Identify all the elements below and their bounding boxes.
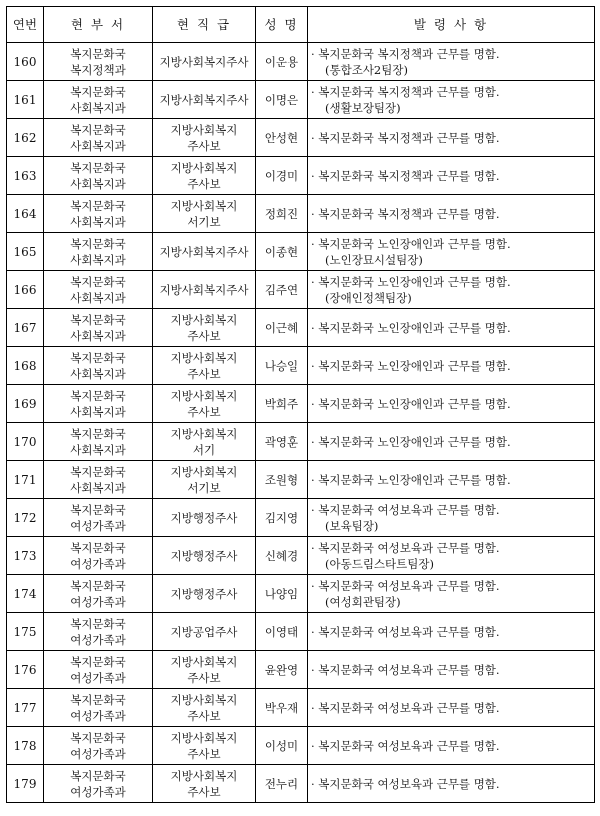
rank-line: 지방사회복지주사 [159,282,249,297]
row-number: 171 [7,461,44,499]
row-number: 160 [7,43,44,81]
appointment-line: · 복지문화국 여성보육과 근무를 명함. [311,578,500,593]
header-current-department: 현 부 서 [44,7,153,43]
department-line: 여성가족과 [70,670,126,685]
row-number: 164 [7,195,44,233]
person-name: 이영태 [256,613,308,651]
appointment-order [308,119,595,157]
row-number: 168 [7,347,44,385]
current-rank [153,43,256,81]
person-name: 이운용 [256,43,308,81]
department-line: 복지문화국 [70,578,126,593]
appointment-order [308,499,595,537]
header-appointment: 발 령 사 항 [308,7,595,43]
rank-line: 지방사회복지 [170,160,238,175]
person-name: 이근혜 [256,309,308,347]
table-row [7,727,595,765]
department-line: 사회복지과 [70,138,126,153]
department-line: 사회복지과 [70,214,126,229]
row-number: 161 [7,81,44,119]
rank-line: 주사보 [187,670,221,685]
department-line: 여성가족과 [70,518,126,533]
department-line: 복지문화국 [70,692,126,707]
appointment-line: · 복지문화국 노인장애인과 근무를 명함. [311,434,511,449]
row-number: 175 [7,613,44,651]
person-name: 윤완영 [256,651,308,689]
rank-line: 주사보 [187,404,221,419]
team-assignment: (통합조사2팀장) [325,62,408,77]
header-name: 성 명 [256,7,308,43]
appointment-order [308,81,595,119]
current-department [44,613,153,651]
current-department [44,385,153,423]
department-line: 사회복지과 [70,366,126,381]
department-line: 사회복지과 [70,480,126,495]
appointment-order [308,271,595,309]
current-department [44,727,153,765]
department-line: 여성가족과 [70,784,126,799]
rank-line: 주사보 [187,784,221,799]
appointment-line: · 복지문화국 노인장애인과 근무를 명함. [311,320,511,335]
table-row [7,385,595,423]
appointment-line: · 복지문화국 복지정책과 근무를 명함. [311,46,500,61]
rank-line: 지방사회복지 [170,464,238,479]
person-name: 나승일 [256,347,308,385]
current-department [44,43,153,81]
rank-line: 지방공업주사 [170,624,238,639]
rank-line: 지방사회복지주사 [159,244,249,259]
appointment-order [308,309,595,347]
department-line: 사회복지과 [70,290,126,305]
current-department [44,461,153,499]
appointment-order [308,689,595,727]
person-name: 곽영훈 [256,423,308,461]
person-name: 정희진 [256,195,308,233]
appointment-order [308,537,595,575]
appointment-order [308,423,595,461]
rank-line: 주사보 [187,176,221,191]
person-name: 박희주 [256,385,308,423]
department-line: 사회복지과 [70,176,126,191]
rank-line: 지방사회복지 [170,426,238,441]
person-name: 전누리 [256,765,308,803]
person-name: 이경미 [256,157,308,195]
rank-line: 지방행정주사 [170,510,238,525]
appointment-order [308,765,595,803]
department-line: 복지문화국 [70,46,126,61]
current-department [44,499,153,537]
appointment-line: · 복지문화국 노인장애인과 근무를 명함. [311,274,511,289]
person-name: 조원형 [256,461,308,499]
rank-line: 지방사회복지주사 [159,54,249,69]
appointment-line: · 복지문화국 여성보육과 근무를 명함. [311,624,500,639]
current-department [44,651,153,689]
current-rank [153,233,256,271]
department-line: 복지문화국 [70,464,126,479]
rank-line: 주사보 [187,138,221,153]
rank-line: 주사보 [187,708,221,723]
table-row [7,765,595,803]
appointment-order [308,461,595,499]
row-number: 173 [7,537,44,575]
department-line: 복지문화국 [70,654,126,669]
current-rank [153,575,256,613]
current-rank [153,347,256,385]
team-assignment: (생활보장팀장) [325,100,401,115]
current-rank [153,651,256,689]
current-rank [153,423,256,461]
appointment-order [308,727,595,765]
rank-line: 주사보 [187,746,221,761]
rank-line: 서기보 [187,480,221,495]
department-line: 복지문화국 [70,730,126,745]
current-rank [153,689,256,727]
team-assignment: (장애인정책팀장) [325,290,412,305]
team-assignment: (아동드림스타트팀장) [325,556,434,571]
person-name: 안성현 [256,119,308,157]
current-department [44,347,153,385]
table-row [7,271,595,309]
current-rank [153,309,256,347]
row-number: 174 [7,575,44,613]
current-rank [153,499,256,537]
row-number: 169 [7,385,44,423]
row-number: 178 [7,727,44,765]
current-rank [153,537,256,575]
rank-line: 서기보 [187,214,221,229]
row-number: 179 [7,765,44,803]
current-department [44,575,153,613]
team-assignment: (여성회관팀장) [325,594,401,609]
appointment-line: · 복지문화국 여성보육과 근무를 명함. [311,662,500,677]
department-line: 복지문화국 [70,160,126,175]
table-row [7,461,595,499]
department-line: 여성가족과 [70,708,126,723]
person-name: 이종현 [256,233,308,271]
current-rank [153,81,256,119]
department-line: 여성가족과 [70,746,126,761]
department-line: 복지문화국 [70,312,126,327]
table-row [7,689,595,727]
department-line: 사회복지과 [70,442,126,457]
appointment-order [308,43,595,81]
rank-line: 지방사회복지 [170,312,238,327]
appointment-line: · 복지문화국 복지정책과 근무를 명함. [311,206,500,221]
rank-line: 지방사회복지 [170,654,238,669]
department-line: 복지정책과 [70,62,126,77]
header-number: 연번 [7,7,44,43]
rank-line: 주사보 [187,328,221,343]
row-number: 167 [7,309,44,347]
table-row [7,423,595,461]
current-department [44,271,153,309]
department-line: 복지문화국 [70,350,126,365]
rank-line: 서기 [192,442,216,457]
rank-line: 지방행정주사 [170,586,238,601]
current-rank [153,271,256,309]
table-row [7,233,595,271]
appointment-order [308,651,595,689]
department-line: 사회복지과 [70,100,126,115]
person-name: 이명은 [256,81,308,119]
row-number: 176 [7,651,44,689]
rank-line: 지방행정주사 [170,548,238,563]
team-assignment: (보육팀장) [325,518,379,533]
row-number: 172 [7,499,44,537]
appointment-line: · 복지문화국 노인장애인과 근무를 명함. [311,236,511,251]
appointment-line: · 복지문화국 노인장애인과 근무를 명함. [311,472,511,487]
department-line: 복지문화국 [70,84,126,99]
table-row [7,119,595,157]
appointment-order [308,613,595,651]
person-name: 신혜경 [256,537,308,575]
rank-line: 지방사회복지 [170,730,238,745]
department-line: 복지문화국 [70,274,126,289]
personnel-order-table [6,6,595,803]
rank-line: 주사보 [187,366,221,381]
current-department [44,195,153,233]
current-department [44,309,153,347]
current-rank [153,157,256,195]
appointment-line: · 복지문화국 여성보육과 근무를 명함. [311,540,500,555]
current-department [44,233,153,271]
table-row [7,499,595,537]
department-line: 복지문화국 [70,540,126,555]
department-line: 복지문화국 [70,616,126,631]
appointment-line: · 복지문화국 노인장애인과 근무를 명함. [311,396,511,411]
current-department [44,157,153,195]
person-name: 나양임 [256,575,308,613]
rank-line: 지방사회복지 [170,692,238,707]
person-name: 김주연 [256,271,308,309]
table-row [7,195,595,233]
department-line: 여성가족과 [70,594,126,609]
appointment-line: · 복지문화국 여성보육과 근무를 명함. [311,738,500,753]
department-line: 복지문화국 [70,122,126,137]
department-line: 사회복지과 [70,252,126,267]
current-department [44,689,153,727]
person-name: 이성미 [256,727,308,765]
appointment-line: · 복지문화국 복지정책과 근무를 명함. [311,130,500,145]
appointment-line: · 복지문화국 노인장애인과 근무를 명함. [311,358,511,373]
department-line: 복지문화국 [70,198,126,213]
table-row [7,309,595,347]
table-row [7,347,595,385]
appointment-line: · 복지문화국 여성보육과 근무를 명함. [311,776,500,791]
header-row [7,7,595,43]
current-rank [153,765,256,803]
current-department [44,537,153,575]
rank-line: 지방사회복지 [170,388,238,403]
appointment-order [308,385,595,423]
current-department [44,81,153,119]
department-line: 복지문화국 [70,426,126,441]
current-department [44,765,153,803]
person-name: 박우재 [256,689,308,727]
appointment-order [308,233,595,271]
department-line: 여성가족과 [70,556,126,571]
rank-line: 지방사회복지 [170,768,238,783]
rank-line: 지방사회복지 [170,198,238,213]
current-rank [153,195,256,233]
current-rank [153,119,256,157]
table-row [7,81,595,119]
appointment-order [308,157,595,195]
appointment-line: · 복지문화국 복지정책과 근무를 명함. [311,84,500,99]
department-line: 복지문화국 [70,502,126,517]
row-number: 166 [7,271,44,309]
row-number: 170 [7,423,44,461]
appointment-line: · 복지문화국 여성보육과 근무를 명함. [311,700,500,715]
person-name: 김지영 [256,499,308,537]
row-number: 177 [7,689,44,727]
current-rank [153,613,256,651]
department-line: 복지문화국 [70,236,126,251]
header-current-rank: 현 직 급 [153,7,256,43]
table-row [7,651,595,689]
current-department [44,119,153,157]
table-row [7,537,595,575]
department-line: 복지문화국 [70,768,126,783]
department-line: 여성가족과 [70,632,126,647]
rank-line: 지방사회복지 [170,122,238,137]
table-row [7,613,595,651]
appointment-order [308,347,595,385]
table-row [7,575,595,613]
appointment-line: · 복지문화국 여성보육과 근무를 명함. [311,502,500,517]
row-number: 163 [7,157,44,195]
current-rank [153,727,256,765]
rank-line: 지방사회복지 [170,350,238,365]
appointment-line: · 복지문화국 복지정책과 근무를 명함. [311,168,500,183]
rank-line: 지방사회복지주사 [159,92,249,107]
team-assignment: (노인장묘시설팀장) [325,252,423,267]
current-rank [153,461,256,499]
table-row [7,43,595,81]
appointment-order [308,195,595,233]
row-number: 162 [7,119,44,157]
current-department [44,423,153,461]
current-rank [153,385,256,423]
department-line: 복지문화국 [70,388,126,403]
table-row [7,157,595,195]
department-line: 사회복지과 [70,404,126,419]
table-body [7,43,595,803]
appointment-order [308,575,595,613]
department-line: 사회복지과 [70,328,126,343]
row-number: 165 [7,233,44,271]
